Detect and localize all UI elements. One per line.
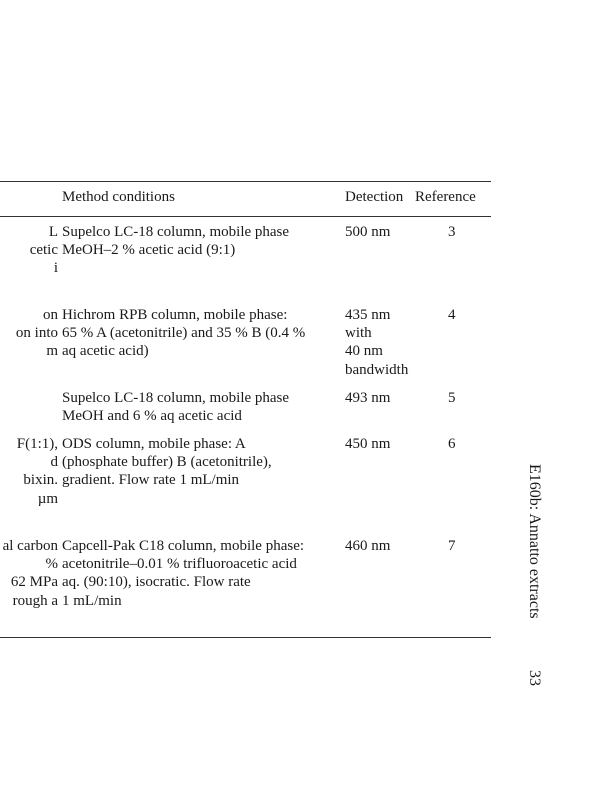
header-method-conditions: Method conditions xyxy=(62,189,175,205)
table-cell-detection-row4: 450 nm xyxy=(345,436,391,452)
header-reference: Reference xyxy=(415,189,476,205)
clipped-left-column xyxy=(0,216,58,637)
table-cell-method-row4: ODS column, mobile phase: A (phosphate buffer) B (acetonitrile), gradient. Flow rate 1 mL/min xyxy=(62,436,272,489)
table-cell-reference-row2: 4 xyxy=(448,307,456,323)
running-head-title: E160b: Annatto extracts xyxy=(526,464,543,619)
table-cell-method-row2: Hichrom RPB column, mobile phase: 65 % A (acetonitrile) and 35 % B (0.4 % aq acetic acid) xyxy=(62,307,306,360)
table-cell-detection-row2: 435 nm with 40 nm bandwidth xyxy=(345,307,409,378)
table-cell-detection-row3: 493 nm xyxy=(345,390,391,406)
table-cell-reference-row5: 7 xyxy=(448,538,456,554)
running-head xyxy=(523,464,545,686)
table-cell-reference-row3: 5 xyxy=(448,390,456,406)
table-cell-detection-row1: 500 nm xyxy=(345,224,391,240)
table-cell-left-row4: F(1:1), d bixin. µm xyxy=(16,436,58,507)
table-cell-method-row3: Supelco LC-18 column, mobile phase MeOH and 6 % aq acetic acid xyxy=(62,390,290,425)
table-cell-method-row1: Supelco LC-18 column, mobile phase MeOH–2 % acetic acid (9:1) xyxy=(62,224,290,259)
table-cell-detection-row5: 460 nm xyxy=(345,538,391,554)
table-cell-left-row1: L cetic i xyxy=(29,224,58,277)
table-bottom-rule xyxy=(0,637,491,638)
header-detection: Detection xyxy=(345,189,404,205)
table-top-rule xyxy=(0,181,491,182)
table-cell-left-row2: on on into m xyxy=(15,307,58,360)
table-cell-reference-row4: 6 xyxy=(448,436,456,452)
page-number: 33 xyxy=(526,670,543,686)
table-cell-left-row5: al carbon % 62 MPa rough a xyxy=(2,538,58,609)
table-cell-reference-row1: 3 xyxy=(448,224,456,240)
table-header-rule xyxy=(0,216,491,217)
table-cell-method-row5: Capcell-Pak C18 column, mobile phase: acetonitrile–0.01 % trifluoroacetic acid aq. (90:10), isocratic. Flow rate 1 mL/min xyxy=(62,538,305,609)
